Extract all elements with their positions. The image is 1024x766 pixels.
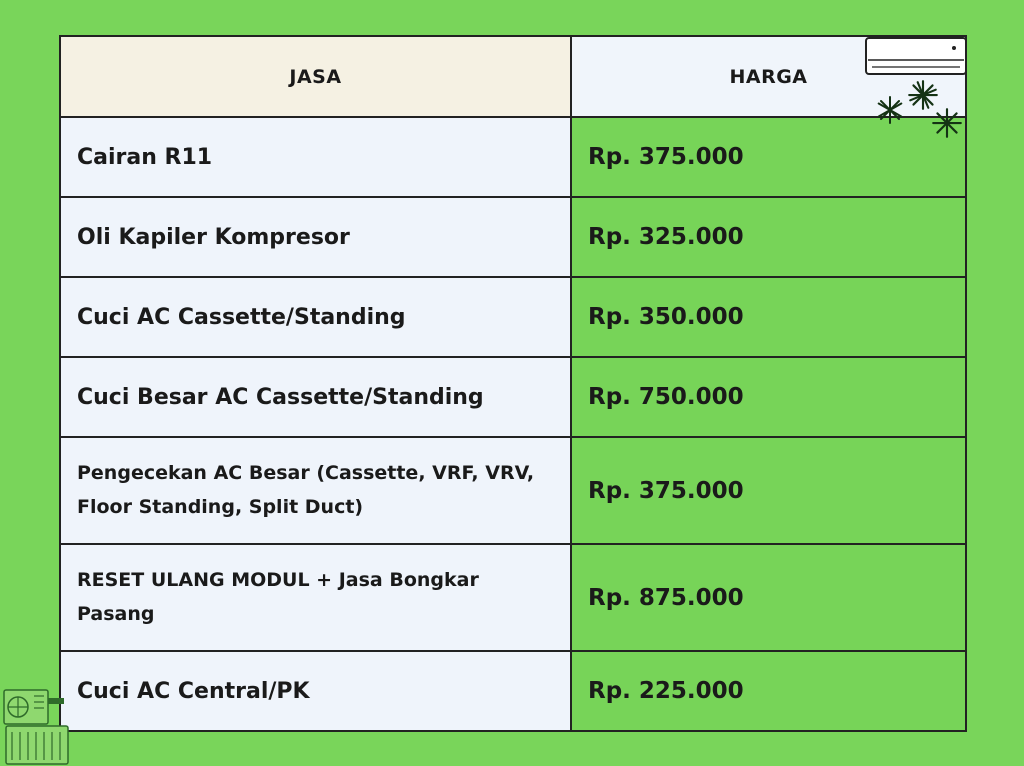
table-row xyxy=(60,117,966,197)
outdoor-ac-unit-icon xyxy=(0,686,70,766)
table-row xyxy=(60,437,966,544)
table-header-row xyxy=(60,36,966,117)
table-row xyxy=(60,651,966,731)
service-price: Rp. 375.000 xyxy=(571,117,966,197)
price-table xyxy=(59,35,967,732)
service-price: Rp. 225.000 xyxy=(571,651,966,731)
service-price: Rp. 350.000 xyxy=(571,277,966,357)
table-row xyxy=(60,544,966,651)
table-row xyxy=(60,277,966,357)
column-header-price: HARGA xyxy=(571,36,966,117)
service-price: Rp. 325.000 xyxy=(571,197,966,277)
service-name: Cuci AC Cassette/Standing xyxy=(60,277,571,357)
table-row xyxy=(60,197,966,277)
service-name: Cairan R11 xyxy=(60,117,571,197)
service-price: Rp. 750.000 xyxy=(571,357,966,437)
service-name: Cuci Besar AC Cassette/Standing xyxy=(60,357,571,437)
snowflake-icon xyxy=(930,106,964,140)
snowflake-icon xyxy=(874,94,906,126)
table-row xyxy=(60,357,966,437)
column-header-service: JASA xyxy=(60,36,571,117)
service-name: RESET ULANG MODUL + Jasa Bongkar Pasang xyxy=(60,544,571,651)
service-name: Pengecekan AC Besar (Cassette, VRF, VRV, Floor Standing, Split Duct) xyxy=(60,437,571,544)
air-conditioner-icon xyxy=(864,36,968,80)
service-price: Rp. 375.000 xyxy=(571,437,966,544)
service-name: Cuci AC Central/PK xyxy=(60,651,571,731)
service-name: Oli Kapiler Kompresor xyxy=(60,197,571,277)
service-price: Rp. 875.000 xyxy=(571,544,966,651)
